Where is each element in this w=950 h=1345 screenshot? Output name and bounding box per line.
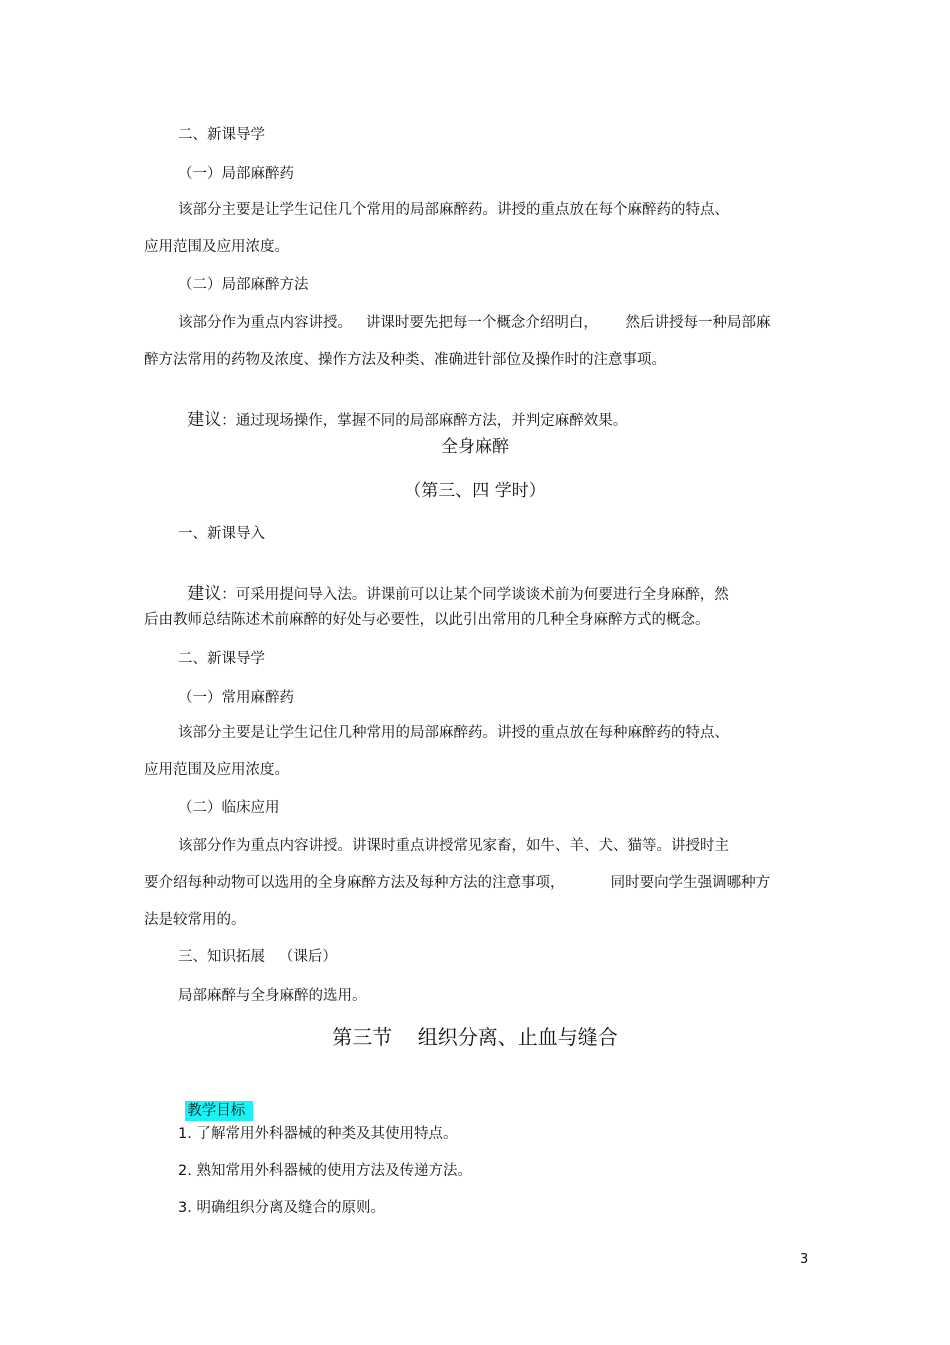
paragraph-line: 醉方法常用的药物及浓度、操作方法及种类、准确进针部位及操作时的注意事项。 bbox=[144, 352, 666, 368]
goals-label: 教学目标 bbox=[185, 1101, 253, 1121]
paragraph-line: 要介绍每种动物可以选用的全身麻醉方法及每种方法的注意事项， 同时要向学生强调哪种方 bbox=[144, 875, 771, 891]
suggestion-text: ：通过现场操作，掌握不同的局部麻醉方法，并判定麻醉效果。 bbox=[221, 413, 628, 429]
paragraph-line: 应用范围及应用浓度。 bbox=[144, 239, 289, 255]
paragraph-line: 该部分主要是让学生记住几种常用的局部麻醉药。讲授的重点放在每种麻醉药的特点、 bbox=[178, 725, 729, 741]
page-number: 3 bbox=[800, 1252, 809, 1267]
suggestion-line bbox=[178, 393, 627, 430]
subsection-heading: （二）局部麻醉方法 bbox=[178, 277, 309, 293]
paragraph-line: 应用范围及应用浓度。 bbox=[144, 762, 289, 778]
suggestion-line bbox=[178, 567, 729, 604]
subsection-heading: （二）临床应用 bbox=[178, 800, 280, 816]
subsection-heading: （一）常用麻醉药 bbox=[178, 690, 294, 706]
paragraph-line: 法是较常用的。 bbox=[144, 912, 246, 928]
suggestion-label: 建议 bbox=[187, 410, 222, 430]
section-title: 第三节 组织分离、止血与缝合 bbox=[332, 1025, 618, 1049]
section-heading: 二、新课导学 bbox=[178, 127, 265, 143]
section-heading: 一、新课导入 bbox=[178, 526, 265, 542]
goal-item: 2. 熟知常用外科器械的使用方法及传递方法。 bbox=[178, 1163, 472, 1179]
goal-item: 3. 明确组织分离及缝合的原则。 bbox=[178, 1200, 385, 1216]
section-heading: 三、知识拓展 （课后） bbox=[178, 949, 337, 965]
suggestion-label: 建议 bbox=[187, 584, 222, 604]
paragraph-line: 局部麻醉与全身麻醉的选用。 bbox=[178, 988, 367, 1004]
paragraph-line: 该部分主要是让学生记住几个常用的局部麻醉药。讲授的重点放在每个麻醉药的特点、 bbox=[178, 202, 729, 218]
chapter-subtitle: （第三、四 学时） bbox=[404, 481, 546, 501]
subsection-heading: （一）局部麻醉药 bbox=[178, 166, 294, 182]
section-heading: 二、新课导学 bbox=[178, 651, 265, 667]
paragraph-line: 该部分作为重点内容讲授。 讲课时要先把每一个概念介绍明白， 然后讲授每一种局部麻 bbox=[178, 315, 771, 331]
suggestion-text: ：可采用提问导入法。讲课前可以让某个同学谈谈术前为何要进行全身麻醉，然 bbox=[221, 587, 729, 603]
paragraph-line: 该部分作为重点内容讲授。讲课时重点讲授常见家畜，如牛、羊、犬、猫等。讲授时主 bbox=[178, 838, 729, 854]
paragraph-line: 后由教师总结陈述术前麻醉的好处与必要性，以此引出常用的几种全身麻醉方式的概念。 bbox=[144, 612, 710, 628]
goal-item: 1. 了解常用外科器械的种类及其使用特点。 bbox=[178, 1126, 458, 1142]
goals-label-wrap bbox=[176, 1084, 253, 1120]
chapter-title: 全身麻醉 bbox=[441, 437, 509, 457]
